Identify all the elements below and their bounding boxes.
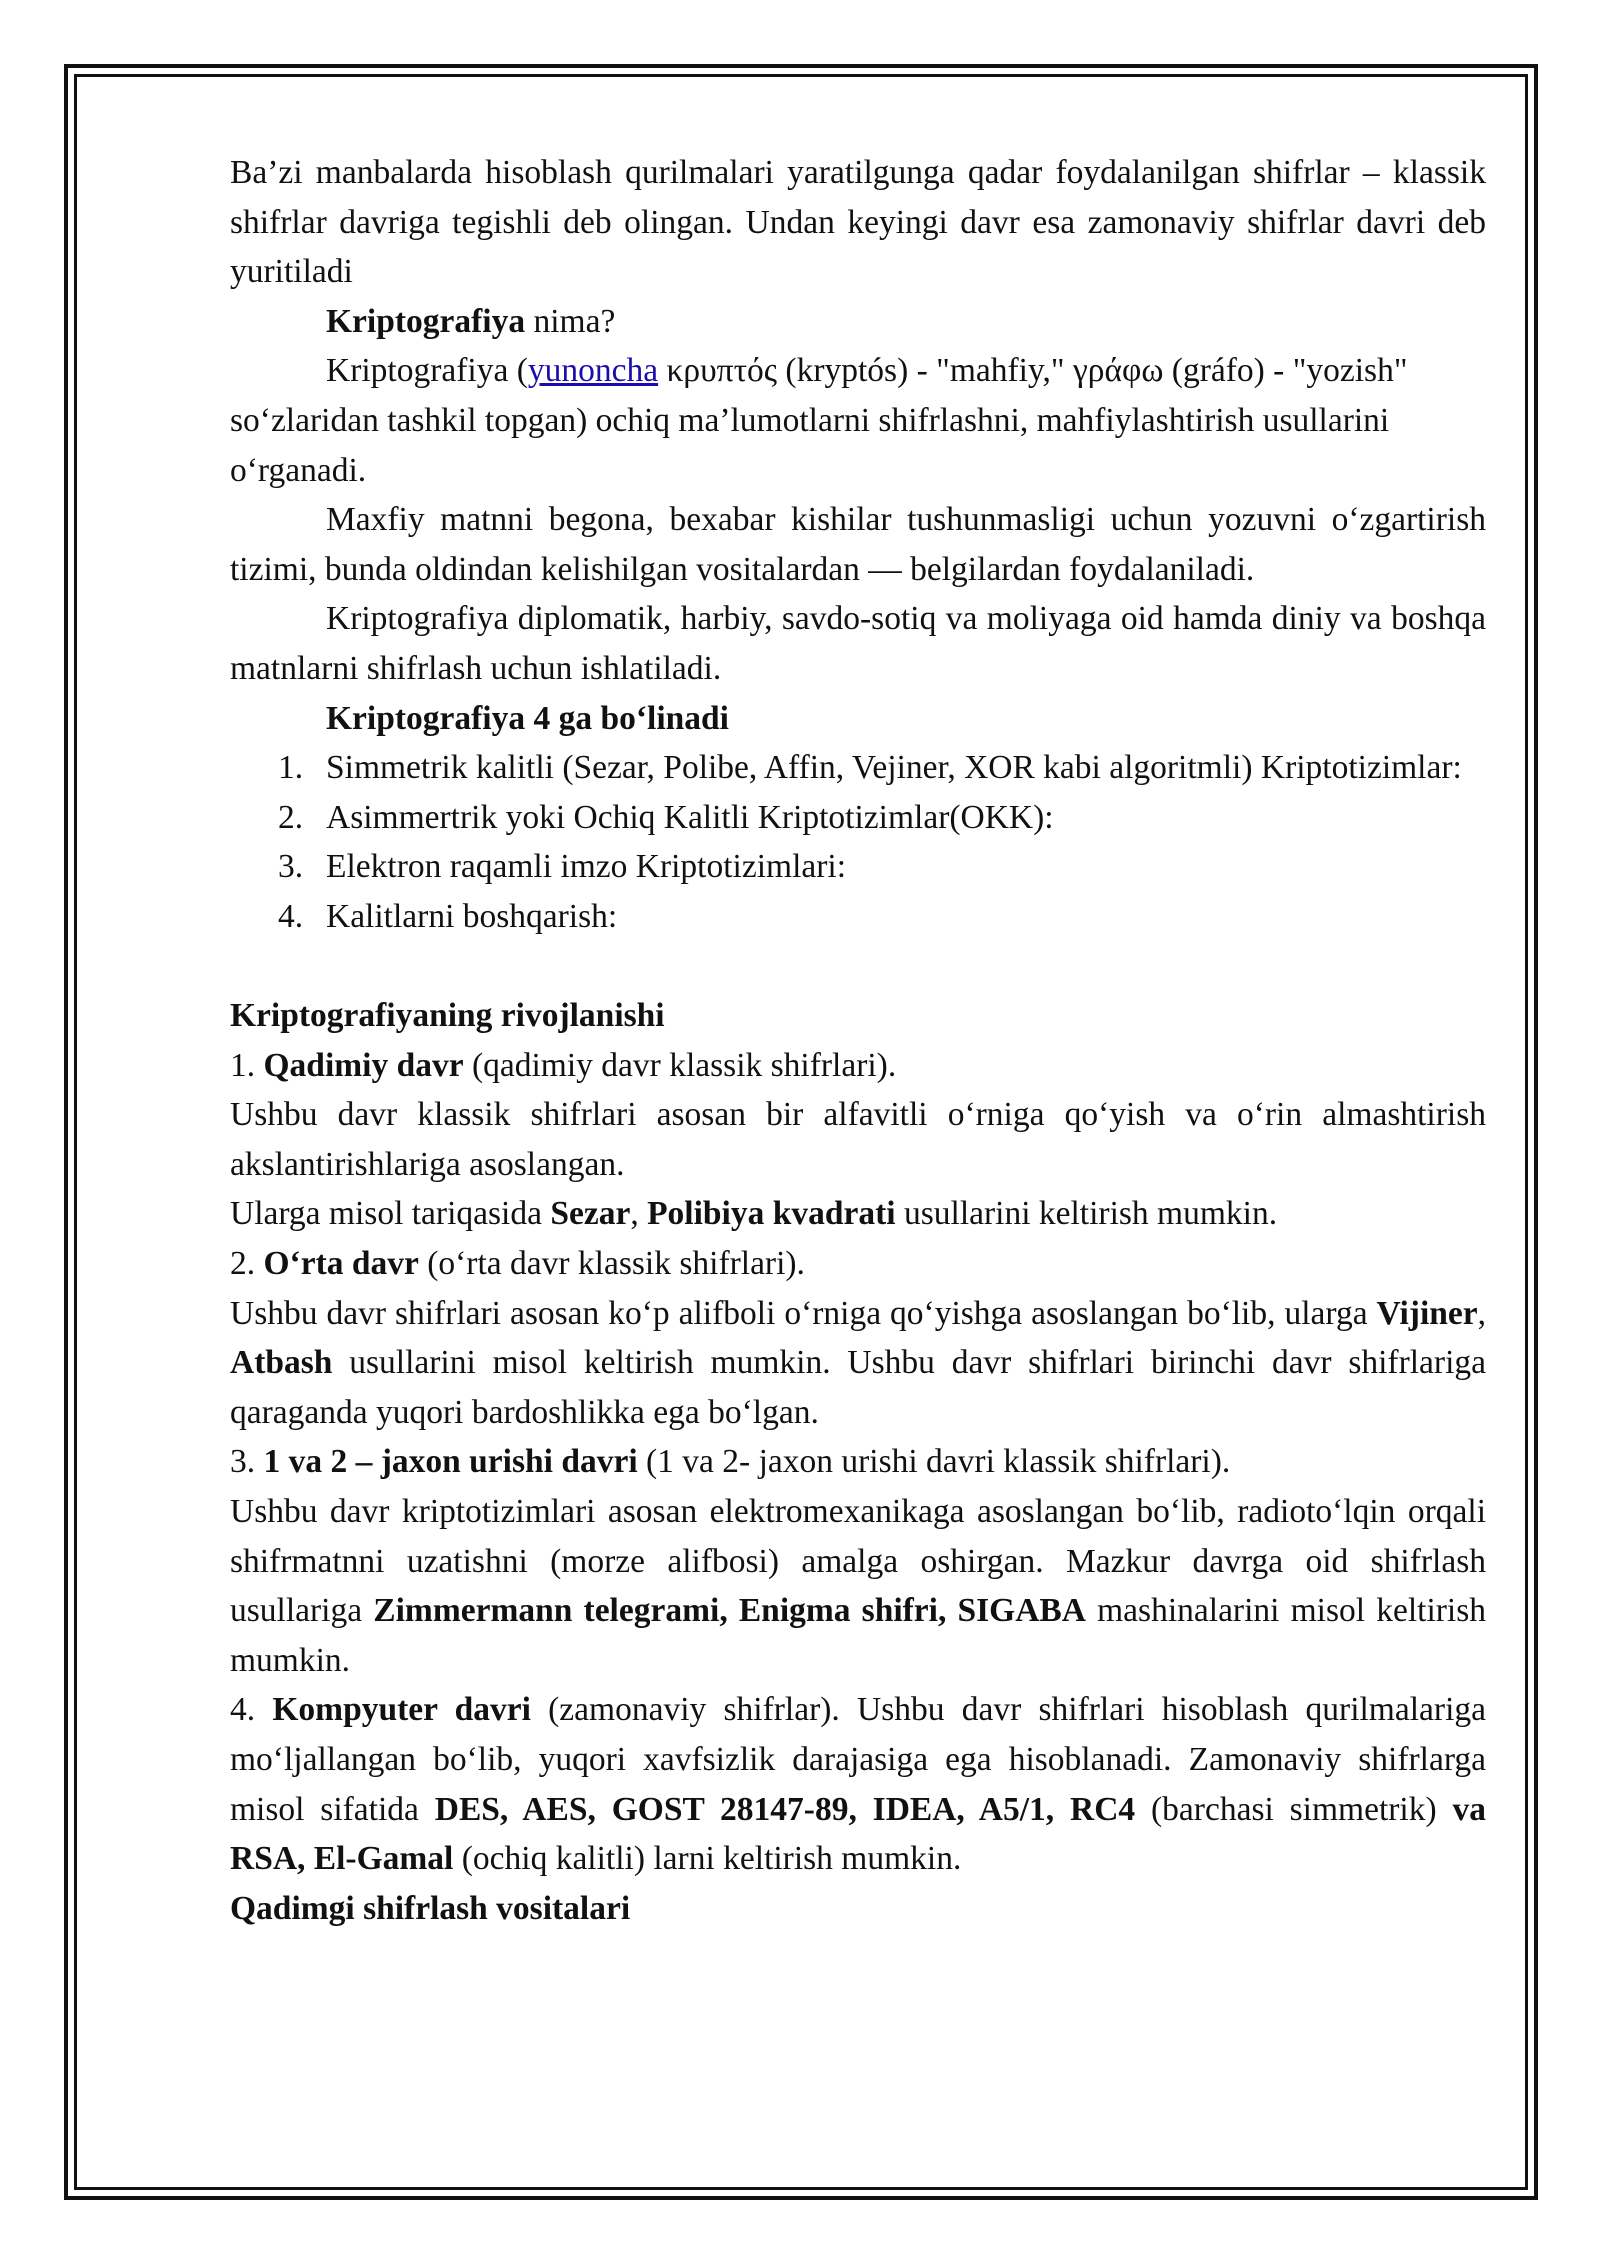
era1-examples [230,1189,1486,1239]
definition-post: κρυπτός (kryptós) - "mahfiy," γράφω (gráfo) - "yozish" so‘zlaridan tashkil topgan) ochiq ma’lumotlarni shifrlashni, mahfiylashtirish usullarini o‘rganadi. [230,352,1408,489]
list-item [230,793,1486,843]
document-body [230,148,1486,1933]
question-term: Kriptografiya [326,302,526,340]
era3-desc-pre: Ushbu davr kriptotizimlari asosan elektromexanikaga asoslangan bo‘lib, radioto‘lqin orqali shifrmatnni uzatishni (morze alifbosi) amalga oshirgan. Mazkur davrga oid shifrlash usullariga [230,1493,1486,1630]
ancient-tools-heading-text: Qadimgi shifrlash vositalari [230,1889,631,1927]
era2-desc-post: usullarini misol keltirish mumkin. Ushbu davr shifrlari birinchi davr shifrlariga qaraganda yuqori bardoshlikka ega bo‘lgan. [230,1344,1486,1431]
list-item-text: Kalitlarni boshqarish: [326,897,618,935]
intro-paragraph: Ba’zi manbalarda hisoblash qurilmalari yaratilgunga qadar foydalanilgan shifrlar – klassik shifrlar davriga tegishli deb olingan. Undan keyingi davr esa zamonaviy shifrlar davri deb yuritiladi [230,154,1486,291]
era1-example-polibiya: Polibiya kvadrati [647,1195,896,1233]
question-rest: nima? [525,302,616,340]
secret-paragraph: Maxfiy matnni begona, bexabar kishilar tushunmasligi uchun yozuvni o‘zgartirish tizimi, bunda oldindan kelishilgan vositalardan — belgilardan foydalaniladi. [230,501,1486,588]
list-item-number: 1. [278,749,304,787]
era3-subtitle: (1 va 2- jaxon urishi davri klassik shifrlari). [637,1443,1231,1481]
list-item-number: 3. [278,848,304,886]
era3-title: 1 va 2 – jaxon urishi davri [263,1443,638,1481]
era2-subtitle: (o‘rta davr klassik shifrlari). [418,1245,805,1283]
era4-title: Kompyuter davri [272,1691,531,1729]
era2-example-atbash: Atbash [230,1344,333,1382]
list-item-number: 2. [278,798,304,836]
era1-title: Qadimiy davr [263,1046,464,1084]
era4-number: 4. [230,1691,273,1729]
era2-number: 2. [230,1245,264,1283]
list-item-text: Asimmertrik yoki Ochiq Kalitli Kriptotizimlar(OKK): [326,798,1054,836]
era2-description [230,1289,1486,1438]
era1-number: 1. [230,1046,264,1084]
era4-public-key-examples: va RSA, El-Gamal [230,1790,1486,1878]
era1-description: Ushbu davr klassik shifrlari asosan bir alfavitli o‘rniga qo‘yish va o‘rin almashtirish akslantirishlariga asoslangan. [230,1096,1486,1183]
era1-example-sezar: Sezar [550,1195,631,1233]
era4-desc-post: (ochiq kalitli) larni keltirish mumkin. [453,1840,962,1878]
definition-pre: Kriptografiya ( [326,352,528,390]
era4-desc-mid: (barchasi simmetrik) [1135,1790,1453,1828]
blank-line [230,942,1486,992]
era3-title-line [230,1437,1486,1487]
era4-paragraph [230,1685,1486,1883]
era3-desc-post: mashinalarini misol keltirish mumkin. [230,1592,1487,1679]
ancient-tools-heading [230,1884,1486,1934]
list-item [230,743,1486,793]
era2-title-line [230,1239,1486,1289]
divisions-heading-text: Kriptografiya 4 ga bo‘linadi [326,699,729,737]
list-item-number: 4. [278,897,304,935]
era3-examples-bold: Zimmermann telegrami, Enigma shifri, SIGABA [373,1592,1086,1630]
era2-example-vijiner: Vijiner [1376,1294,1478,1332]
list-item [230,842,1486,892]
divisions-heading [230,694,1486,744]
era4-symmetric-examples: DES, AES, GOST 28147-89, IDEA, A5/1, RC4 [434,1790,1136,1828]
era1-subtitle: (qadimiy davr klassik shifrlari). [463,1046,897,1084]
list-item-text: Simmetrik kalitli (Sezar, Polibe, Affin, Vejiner, XOR kabi algoritmli) Kriptotizimlar: [326,749,1462,787]
question-paragraph [230,297,1486,347]
era1-examples-pre: Ularga misol tariqasida [230,1195,551,1233]
development-heading [230,991,1486,1041]
era1-examples-post: usullarini keltirish mumkin. [895,1195,1278,1233]
usage-paragraph: Kriptografiya diplomatik, harbiy, savdo-sotiq va moliyaga oid hamda diniy va boshqa matnlarni shifrlash uchun ishlatiladi. [230,600,1486,687]
yunoncha-link[interactable]: yunoncha [527,352,659,390]
development-heading-text: Kriptografiyaning rivojlanishi [230,997,665,1035]
list-item-text: Elektron raqamli imzo Kriptotizimlari: [326,848,847,886]
era1-examples-sep: , [630,1195,648,1233]
era2-desc-pre: Ushbu davr shifrlari asosan ko‘p alifboli o‘rniga qo‘yishga asoslangan bo‘lib, ularga [230,1294,1377,1332]
era3-number: 3. [230,1443,264,1481]
era2-desc-sep: , [1477,1294,1486,1332]
era1-title-line [230,1041,1486,1091]
definition-paragraph [230,346,1486,495]
era4-desc-pre: (zamonaviy shifrlar). Ushbu davr shifrlari hisoblash qurilmalariga mo‘ljallangan bo‘lib, yuqori xavfsizlik darajasiga ega hisoblanadi. Zamonaviy shifrlarga misol sifatida [230,1691,1486,1828]
era2-title: O‘rta davr [263,1245,419,1283]
list-item [230,892,1486,942]
era3-description [230,1487,1486,1685]
divisions-list [230,743,1486,941]
